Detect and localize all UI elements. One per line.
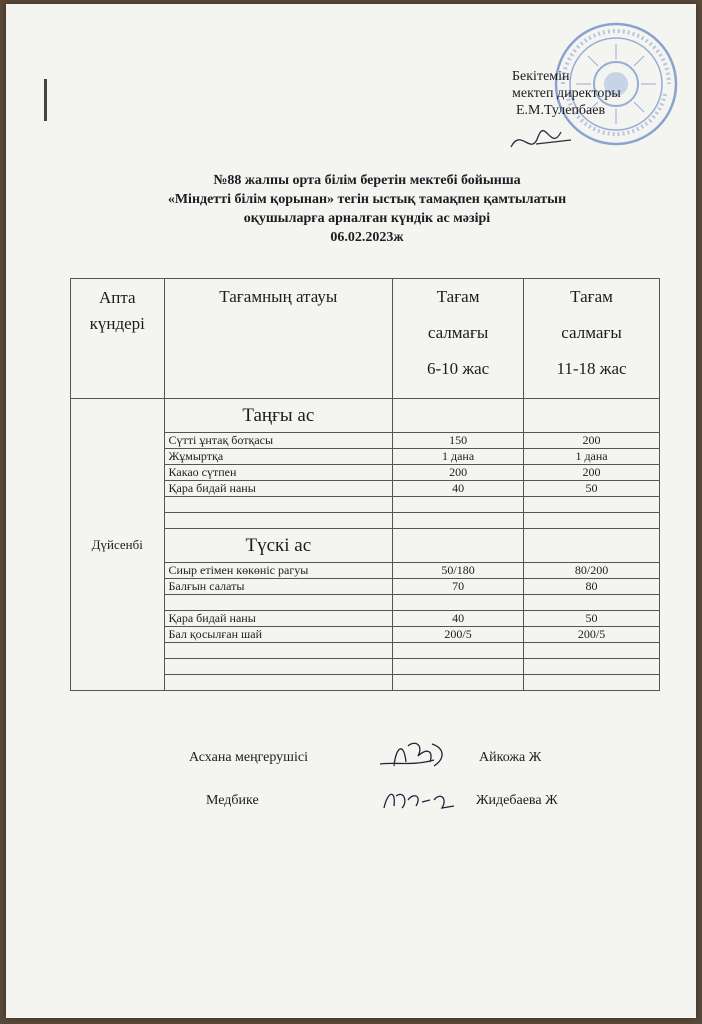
weight-6-10: 150: [393, 433, 524, 449]
weight-6-10: 40: [393, 481, 524, 497]
table-cell: [164, 497, 393, 513]
dish-name: Сиыр етімен көкөніс рагуы: [164, 563, 393, 579]
table-cell: [393, 643, 524, 659]
title-line-3: оқушыларға арналған күндік ас мәзірі: [243, 211, 491, 226]
header-weight1-line2: салмағы: [427, 323, 489, 342]
cook-role: Асхана меңгерушісі: [189, 750, 308, 765]
margin-mark: [44, 79, 47, 121]
table-cell: [524, 497, 660, 513]
weight-6-10: 200: [393, 465, 524, 481]
title-line-1: №88 жалпы орта білім беретін мектебі бойынша: [213, 173, 521, 188]
weight-11-18: 200: [524, 433, 660, 449]
table-cell: [164, 643, 393, 659]
dish-name: Жұмыртқа: [164, 449, 393, 465]
table-cell: [393, 529, 524, 563]
table-cell: [164, 659, 393, 675]
weight-11-18: 200/5: [524, 627, 660, 643]
header-dish: Тағамның атауы: [164, 279, 393, 399]
weight-11-18: 50: [524, 481, 660, 497]
approval-line-position: мектеп директоры: [512, 86, 621, 101]
header-weight1-line1: Тағам: [436, 287, 480, 306]
weight-11-18: 80: [524, 579, 660, 595]
dish-name: Қара бидай наны: [164, 611, 393, 627]
header-weight-11-18: [524, 279, 660, 399]
director-signature: [506, 122, 576, 162]
table-cell: [393, 513, 524, 529]
title-line-2: «Міндетті білім қорынан» тегін ыстық тамақпен қамтылатын: [167, 192, 567, 207]
menu-table: [70, 278, 660, 691]
breakfast-label: Таңғы ас: [164, 399, 393, 433]
table-cell: [393, 497, 524, 513]
table-cell: [393, 399, 524, 433]
header-weight-6-10: [393, 279, 524, 399]
table-cell: [524, 643, 660, 659]
table-cell: [393, 675, 524, 691]
header-weight2-line2: салмағы: [561, 323, 622, 342]
weight-6-10: 200/5: [393, 627, 524, 643]
table-cell: [164, 675, 393, 691]
document-page: [6, 4, 696, 1018]
table-cell: [393, 595, 524, 611]
table-cell: [524, 529, 660, 563]
table-header-row: [71, 279, 660, 399]
nurse-name: Жидебаева Ж: [476, 793, 558, 808]
dish-name: Бал қосылған шай: [164, 627, 393, 643]
table-cell: [393, 659, 524, 675]
dish-name: Сүтті ұнтақ ботқасы: [164, 433, 393, 449]
dish-name: Қара бидай наны: [164, 481, 393, 497]
weight-6-10: 1 дана: [393, 449, 524, 465]
weight-6-10: 40: [393, 611, 524, 627]
document-title: [76, 171, 658, 247]
table-cell: [524, 675, 660, 691]
header-weight1-line3: 6-10 жас: [426, 359, 490, 378]
table-cell: [164, 595, 393, 611]
nurse-signature: [378, 782, 458, 818]
weight-11-18: 50: [524, 611, 660, 627]
header-weight2-line1: Тағам: [570, 287, 613, 306]
cook-name: Айкожа Ж: [479, 750, 542, 765]
approval-block: [504, 68, 621, 119]
lunch-label: Түскі ас: [164, 529, 393, 563]
table-cell: [524, 399, 660, 433]
table-cell: [524, 513, 660, 529]
table-cell: [164, 513, 393, 529]
weight-11-18: 200: [524, 465, 660, 481]
day-cell: Дүйсенбі: [71, 399, 165, 691]
dish-name: Балғын салаты: [164, 579, 393, 595]
title-date: 06.02.2023ж: [330, 230, 404, 245]
dish-name: Какао сүтпен: [164, 465, 393, 481]
table-cell: [524, 595, 660, 611]
weight-11-18: 1 дана: [524, 449, 660, 465]
table-cell: [524, 659, 660, 675]
header-weight2-line3: 11-18 жас: [556, 359, 627, 378]
cook-signature: [374, 736, 464, 776]
weight-6-10: 50/180: [393, 563, 524, 579]
nurse-role: Медбике: [206, 793, 259, 808]
weight-11-18: 80/200: [524, 563, 660, 579]
approval-line-approve: Бекітемін: [512, 69, 570, 84]
approval-line-name: Е.М.Тулепбаев: [516, 103, 606, 118]
breakfast-header-row: [71, 399, 660, 433]
weight-6-10: 70: [393, 579, 524, 595]
header-days: Апта күндері: [71, 279, 165, 399]
